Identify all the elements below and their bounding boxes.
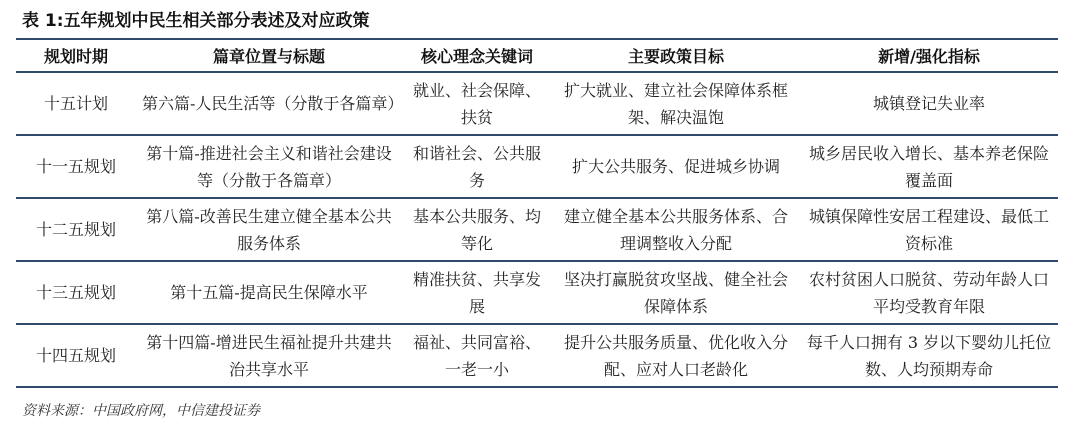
cell-goals: 建立健全基本公共服务体系、合理调整收入分配 — [552, 198, 800, 261]
cell-period: 十五计划 — [43, 94, 108, 113]
table-row — [16, 135, 1058, 198]
cell-indicators: 城镇保障性安居工程建设、最低工资标准 — [800, 198, 1058, 261]
header-goals: 主要政策目标 — [552, 39, 800, 72]
cell-period: 十四五规划 — [16, 324, 136, 387]
table-header-row — [16, 39, 1058, 72]
header-chapter: 篇章位置与标题 — [136, 39, 402, 72]
cell-indicators: 城乡居民收入增长、基本养老保险覆盖面 — [800, 135, 1058, 198]
cell-chapter: 第十五篇-提高民生保障水平 — [136, 261, 402, 324]
table-row — [16, 198, 1058, 261]
cell-period: 十三五规划 — [16, 261, 136, 324]
header-indicators: 新增/强化指标 — [800, 39, 1058, 72]
table-row — [16, 324, 1058, 387]
cell-indicators: 城镇登记失业率 — [872, 94, 985, 113]
cell-goals: 提升公共服务质量、优化收入分配、应对人口老龄化 — [552, 324, 800, 387]
cell-chapter: 第八篇-改善民生建立健全基本公共服务体系 — [136, 198, 402, 261]
cell-chapter: 第六篇-人民生活等（分散于各篇章） — [142, 94, 404, 113]
cell-chapter: 第十篇-推进社会主义和谐社会建设等（分散于各篇章） — [136, 135, 402, 198]
cell-indicators: 农村贫困人口脱贫、劳动年龄人口平均受教育年限 — [800, 261, 1058, 324]
source-note: 资料来源：中国政府网，中信建投证券 — [22, 403, 260, 419]
header-keywords: 核心理念关键词 — [402, 39, 552, 72]
cell-indicators: 每千人口拥有 3 岁以下婴幼儿托位数、人均预期寿命 — [800, 324, 1058, 387]
cell-keywords: 就业、社会保障、扶贫 — [412, 80, 541, 127]
cell-period: 十二五规划 — [16, 198, 136, 261]
cell-goals: 扩大就业、建立社会保障体系框架、解决温饱 — [563, 80, 788, 127]
table-row — [16, 72, 1058, 135]
cell-goals: 扩大公共服务、促进城乡协调 — [552, 135, 800, 198]
table-title: 表 1:五年规划中民生相关部分表述及对应政策 — [22, 11, 370, 31]
cell-period: 十一五规划 — [16, 135, 136, 198]
cell-keywords: 福祉、共同富裕、一老一小 — [402, 324, 552, 387]
cell-goals: 坚决打赢脱贫攻坚战、健全社会保障体系 — [552, 261, 800, 324]
header-period: 规划时期 — [16, 39, 136, 72]
policy-table — [16, 38, 1058, 388]
cell-keywords: 基本公共服务、均等化 — [402, 198, 552, 261]
cell-keywords: 精准扶贫、共享发展 — [402, 261, 552, 324]
table-row — [16, 261, 1058, 324]
cell-keywords: 和谐社会、公共服务 — [402, 135, 552, 198]
cell-chapter: 第十四篇-增进民生福祉提升共建共治共享水平 — [136, 324, 402, 387]
